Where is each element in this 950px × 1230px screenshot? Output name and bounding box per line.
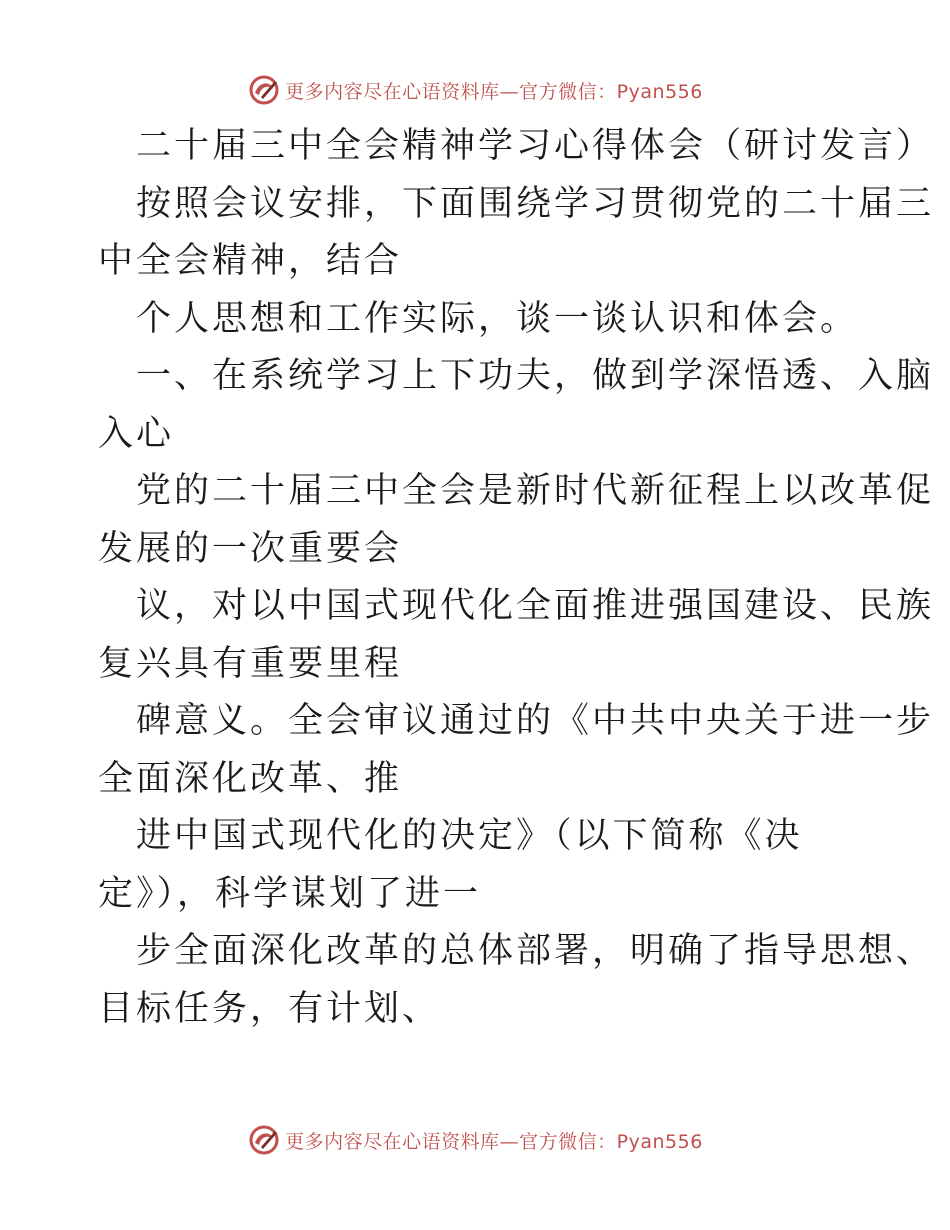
paragraph-line: 目标任务，有计划、 — [98, 988, 441, 1029]
watermark-banner-bottom — [0, 1120, 950, 1160]
document-title: 二十届三中全会精神学习心得体会（研讨发言） — [136, 126, 935, 166]
paragraph-line: 定》），科学谋划了进一 — [98, 873, 482, 914]
document-body — [98, 118, 935, 1038]
paragraph-line: 党的二十届三中全会是新时代新征程上以改革促 — [136, 471, 935, 511]
section-heading-line: 一、在系统学习上下功夫，做到学深悟透、入脑 — [136, 356, 935, 396]
paragraph-line: 议，对以中国式现代化全面推进强国建设、民族 — [136, 586, 935, 626]
paragraph-line: 按照会议安排，下面围绕学习贯彻党的二十届三 — [136, 183, 935, 224]
watermark-wechat-id: Pyan556 — [616, 80, 703, 103]
paragraph-line: 个人思想和工作实际，谈一谈认识和体会。 — [136, 298, 859, 339]
paragraph-line: 发展的一次重要会 — [98, 528, 403, 569]
watermark-banner-top — [0, 70, 950, 110]
watermark-text — [285, 1127, 703, 1154]
paragraph-line: 步全面深化改革的总体部署，明确了指导思想、 — [136, 931, 935, 971]
red-swirl-logo-icon — [247, 73, 281, 107]
paragraph-line: 中全会精神，结合 — [98, 241, 403, 281]
paragraph-line: 复兴具有重要里程 — [98, 643, 403, 684]
section-heading-line: 入心 — [98, 413, 175, 454]
red-swirl-logo-icon — [247, 1123, 281, 1157]
paragraph-line: 全面深化改革、推 — [98, 758, 403, 799]
watermark-label: 更多内容尽在心语资料库—官方微信： — [285, 80, 617, 103]
watermark-wechat-id: Pyan556 — [616, 1130, 703, 1153]
paragraph-line: 进中国式现代化的决定》（以下简称《决 — [136, 816, 803, 856]
paragraph-line: 碑意义。全会审议通过的《中共中央关于进一步 — [136, 701, 935, 741]
watermark-text — [285, 77, 703, 104]
watermark-label: 更多内容尽在心语资料库—官方微信： — [285, 1130, 617, 1153]
